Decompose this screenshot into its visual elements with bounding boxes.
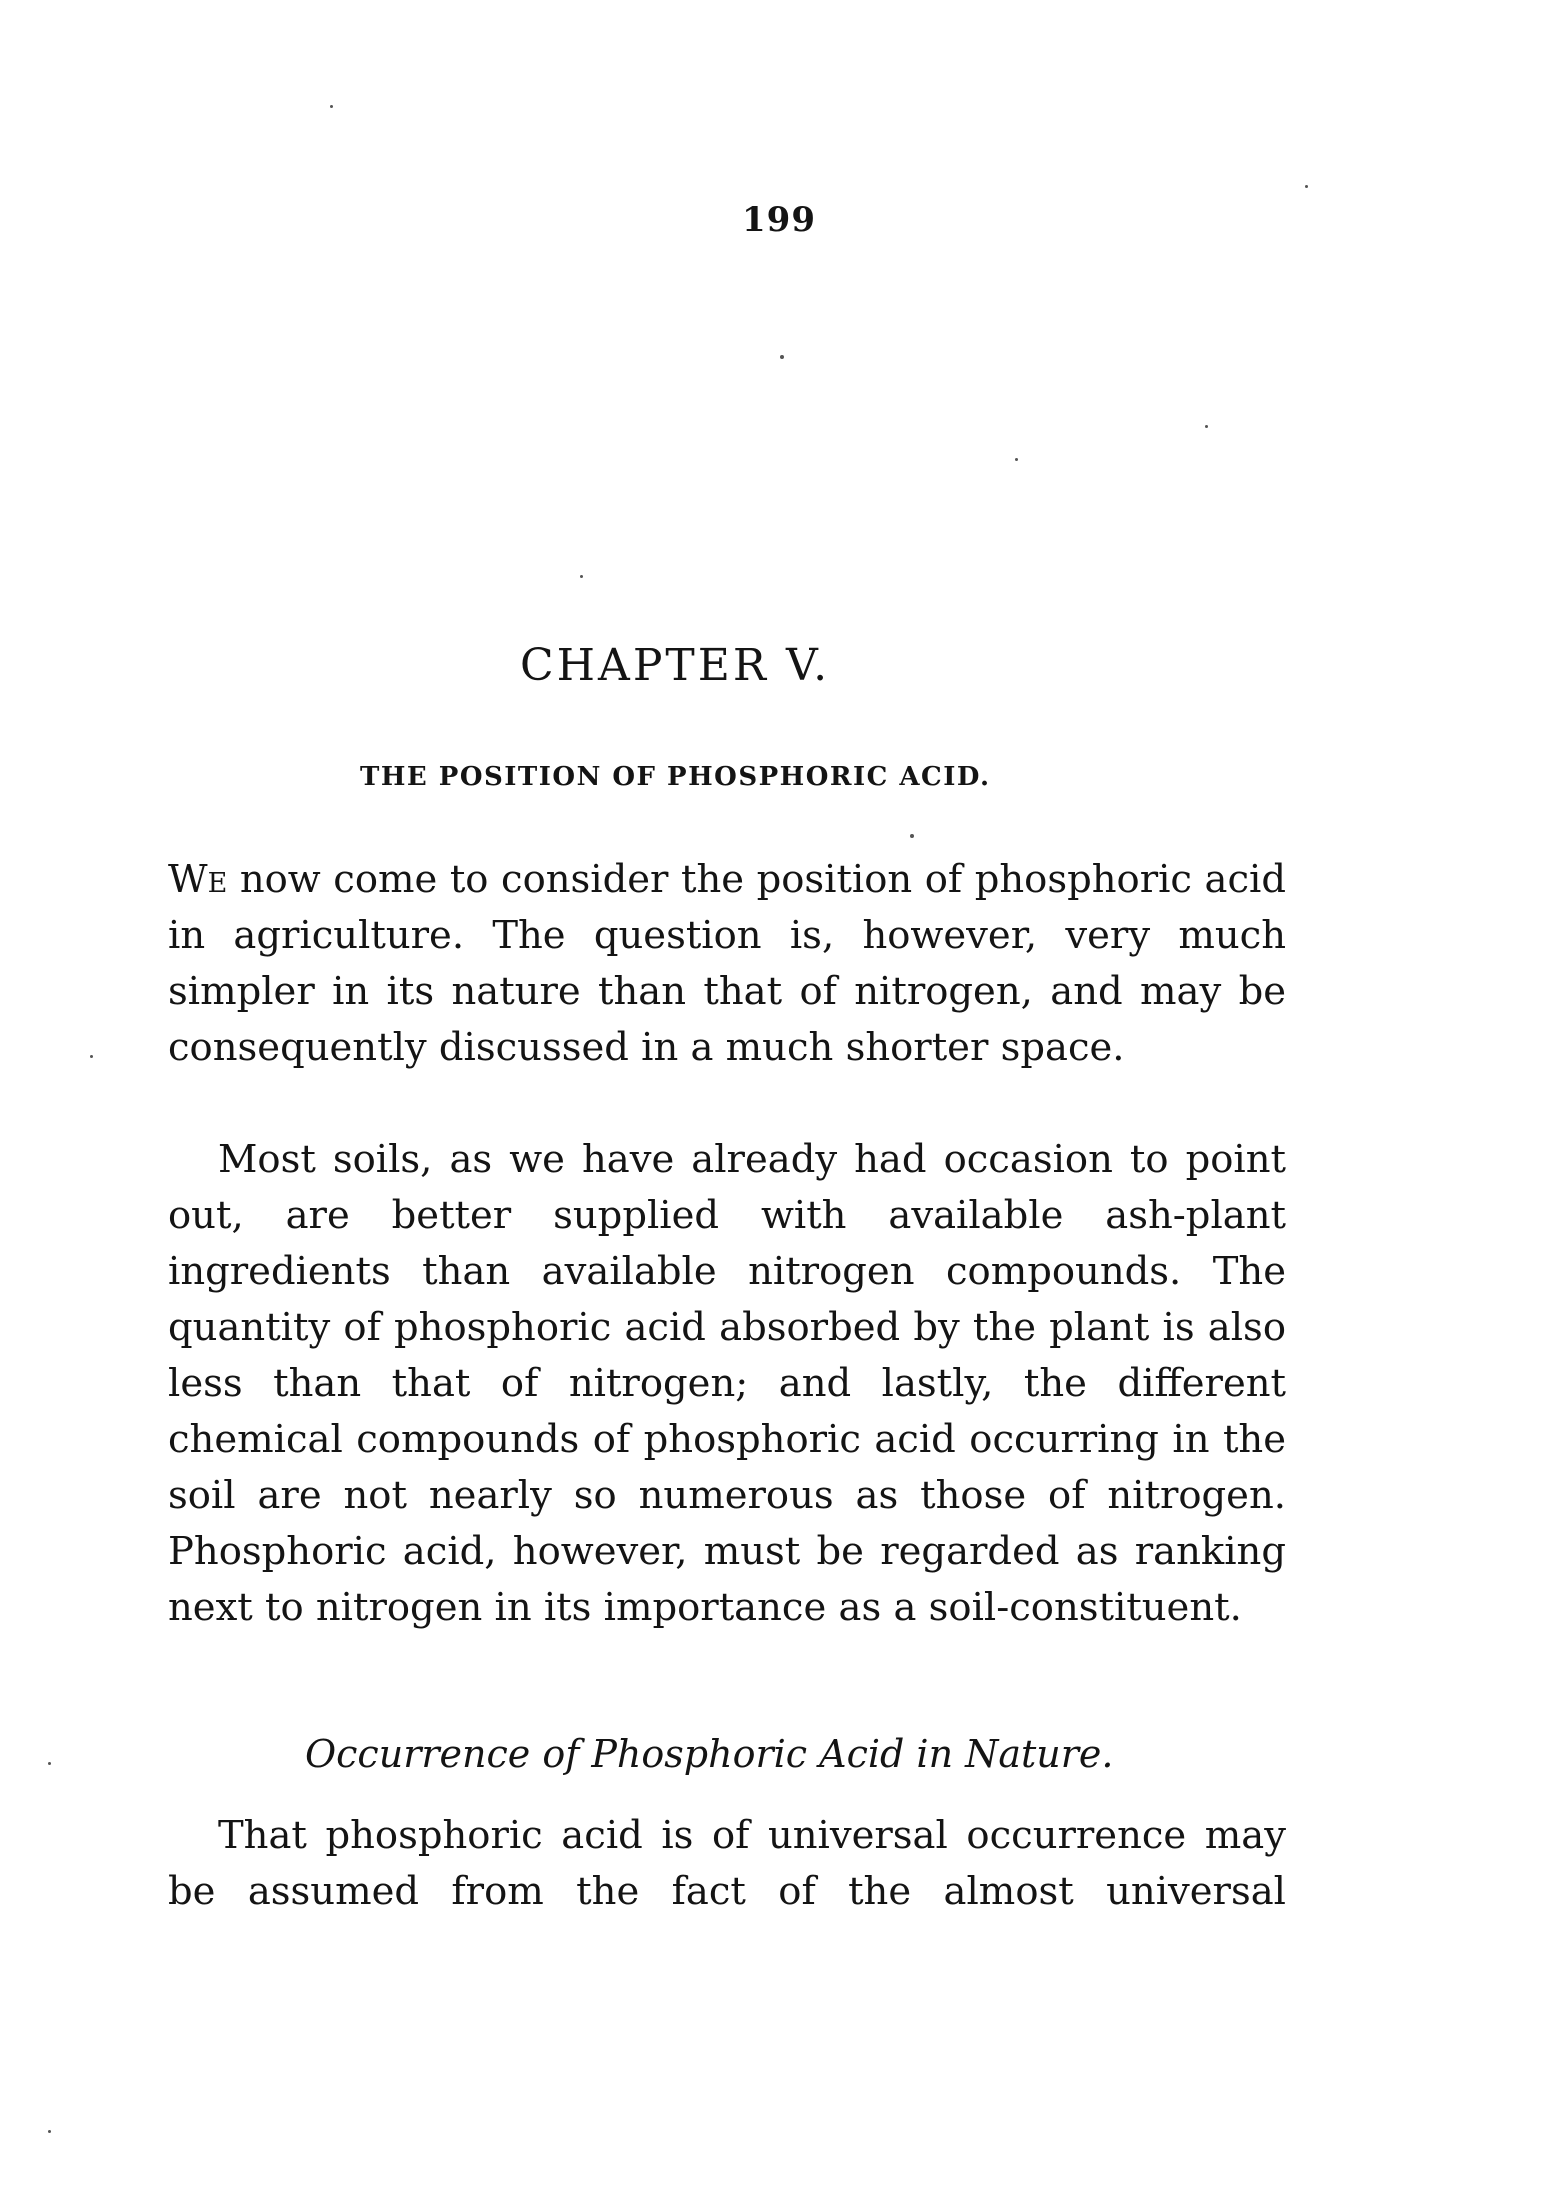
scan-speck xyxy=(910,834,914,838)
chapter-title: CHAPTER V. xyxy=(520,640,831,691)
chapter-subtitle: THE POSITION OF PHOSPHORIC ACID. xyxy=(360,762,991,792)
scan-speck xyxy=(1015,458,1018,461)
paragraph-1 xyxy=(168,852,1286,1076)
paragraph-3 xyxy=(168,1808,1286,1920)
scan-speck xyxy=(780,355,784,359)
scan-speck xyxy=(580,575,583,578)
section-heading: Occurrence of Phosphoric Acid in Nature. xyxy=(305,1732,1114,1776)
paragraph-1-text: now come to consider the position of phosphoric acid in agriculture. The question is, however, very much simpler in its nature than that of nitrogen, and may be consequently discussed in a much shorter space. xyxy=(168,857,1286,1070)
paragraph-2-text: Most soils, as we have already had occasion to point out, are better supplied with available ash-plant ingredients than available nitrogen compounds. The quantity of phosphoric acid absorbed by the plant is also less than that of nitrogen; and lastly, the different chemical compounds of phosphoric acid occurring in the soil are not nearly so numerous as those of nitrogen. Phosphoric acid, however, must be regarded as ranking next to nitrogen in its importance as a soil-constituent. xyxy=(168,1137,1286,1630)
scan-speck xyxy=(1305,185,1308,188)
scan-speck xyxy=(48,1762,51,1765)
paragraph-3-text: That phosphoric acid is of universal occurrence may be assumed from the fact of the almost universal xyxy=(168,1813,1286,1914)
scan-speck xyxy=(330,105,333,108)
page-number: 199 xyxy=(742,200,816,240)
scan-speck xyxy=(1205,425,1208,428)
paragraph-2 xyxy=(168,1132,1286,1636)
scan-speck xyxy=(90,1055,93,1058)
scan-speck xyxy=(48,2130,51,2133)
paragraph-lead-word: We xyxy=(168,857,228,902)
